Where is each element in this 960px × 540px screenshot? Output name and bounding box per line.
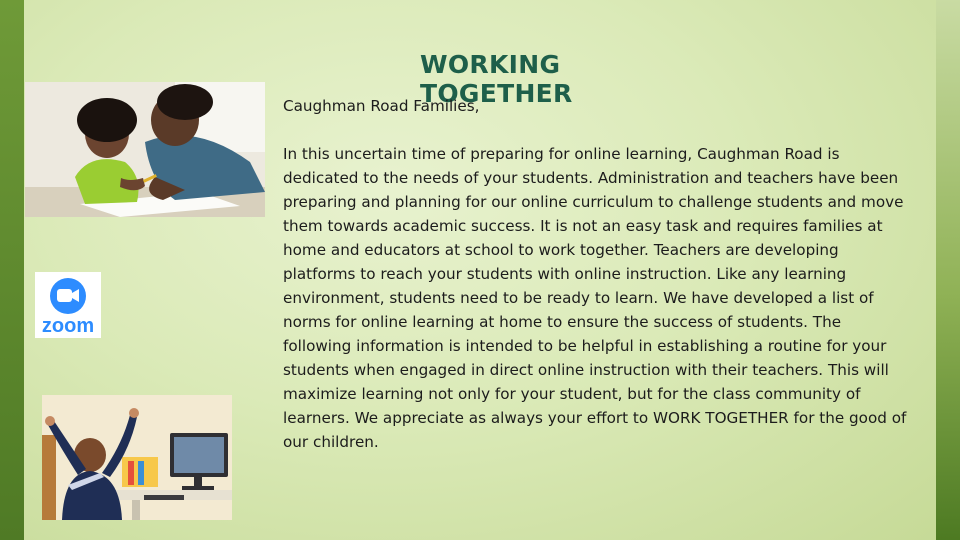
child-computer-photo (42, 395, 232, 520)
right-frame-border (936, 0, 960, 540)
letter-paragraph: In this uncertain time of preparing for online learning, Caughman Road is dedicated to the needs of your students. Administration and teachers have been preparing and planning for our online curriculum to challenge students and move them towards academic success. It is not an easy task and requires families at home and educators at school to work together. Teachers are developing platforms to reach your students with online instruction. Like any learning environment, students need to be ready to learn. We have developed a list of norms for online learning at home to ensure the success of students. The following information is intended to be helpful in establishing a routine for your students when engaged in direct online instruction with their teachers. This will maximize learning not only for your student, but for the class community of learners. We appreciate as always your effort to WORK TOGETHER for the good of our children. (283, 145, 907, 451)
greeting: Caughman Road Families, (283, 97, 480, 115)
mother-daughter-illustration (25, 82, 265, 217)
zoom-wordmark: zoom (41, 315, 95, 337)
mother-daughter-photo (25, 82, 265, 217)
child-computer-illustration (42, 395, 232, 520)
letter-body (283, 94, 911, 454)
page-title: WORKING TOGETHER (420, 50, 573, 108)
left-frame-border (0, 0, 24, 540)
zoom-logo (35, 272, 101, 338)
